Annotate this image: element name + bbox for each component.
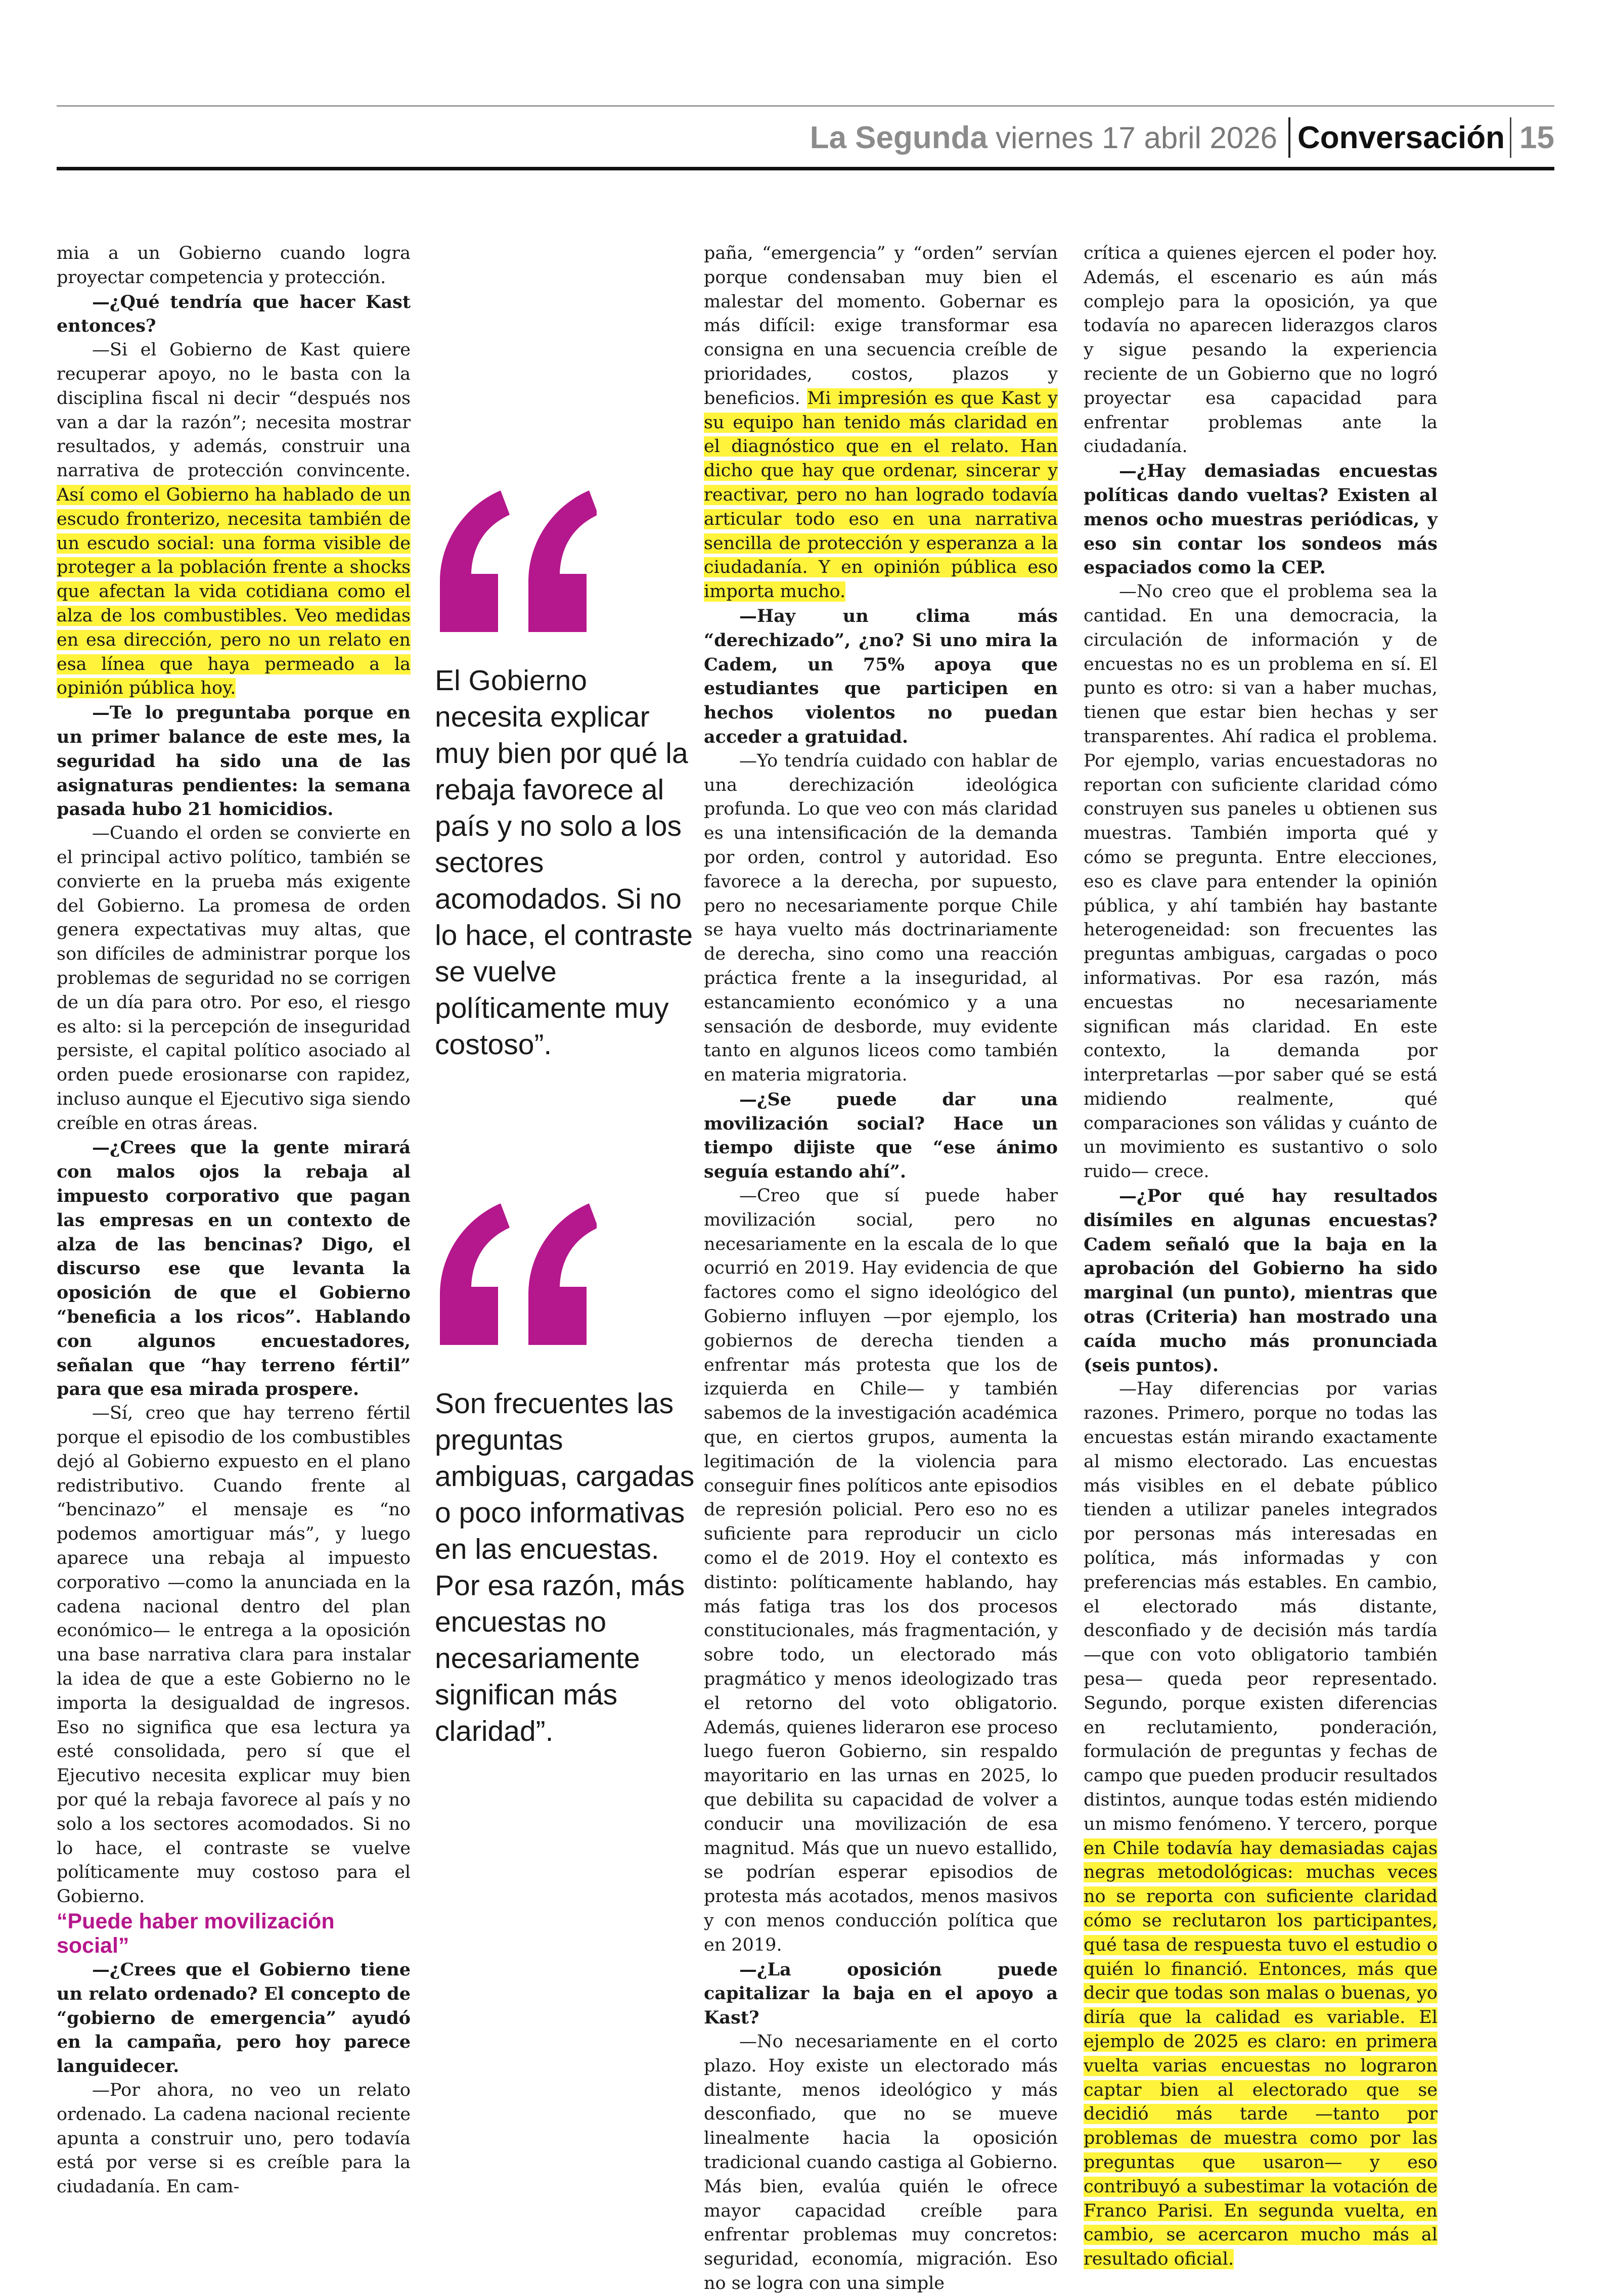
pull-quote-2: [435, 1198, 698, 1749]
quote-mark-icon: [435, 485, 597, 637]
page-header: [57, 112, 1554, 163]
header-separator-2: [1510, 117, 1511, 158]
interview-question: —¿Crees que el Gobierno tiene un relato ordenado? El concepto de “gobierno de emergencia” ayudó en la campaña, pero hoy parece languidecer.: [57, 1959, 411, 2077]
newspaper-name: La Segunda: [810, 120, 988, 155]
pull-quote-text: El Gobierno necesita explicar muy bien por qué la rebaja favorece al país y no solo a los sectores acomodados. Si no lo hace, el contraste se vuelve políticamente muy costoso”.: [435, 664, 693, 1061]
interview-answer: —Sí, creo que hay terreno fértil porque el episodio de los combustibles dejó al Gobierno expuesto en el plano redistributivo. Cuando frente al “bencinazo” el mensaje es “no podemos amortiguar más”, y luego aparece una rebaja al impuesto corporativo —como la anunciada en la cadena nacional dentro del plan económico— le entrega a la oposición una base narrativa clara para instalar la idea de que a este Gobierno no le importa la desigualdad de ingresos. Eso no significa que esa lectura ya esté consolidada, pero sí que el Ejecutivo necesita explicar muy bien por qué la rebaja favorece al país y no solo a los sectores acomodados. Si no lo hace, el contraste se vuelve políticamente muy costoso para el Gobierno.: [57, 1403, 411, 1907]
section-name: Conversación: [1297, 120, 1505, 155]
subheading: “Puede haber movilización social”: [57, 1909, 335, 1958]
column-1: [57, 242, 411, 2199]
answer-text: —Si el Gobierno de Kast quiere recuperar apoyo, no le basta con la disciplina fiscal ni decir “después nos van a dar la razón”; necesita mostrar resultados, y además, construir una narrativa de protección convincente.: [57, 340, 411, 481]
interview-answer: —No creo que el problema sea la cantidad. En una democracia, la circulación de información y de encuestas no es un problema en sí. El punto es otro: si van a haber muchas, tienen que estar bien hechas y ser transparentes. Ahí radica el problema. Por ejemplo, varias encuestadoras no reportan con suficiente claridad cómo construyen sus paneles u obtienen sus muestras. También importa qué y cómo se pregunta. Entre elecciones, eso es clave para entender la opinión pública, y ahí también hay bastante heterogeneidad: son frecuentes las preguntas ambiguas, cargadas o poco informativas. Por esa razón, más encuestas no necesariamente significan más claridad. En este contexto, la demanda por interpretarlas —por saber qué se está midiendo realmente, qué comparaciones son válidas y cuánto de un movimiento es sustantivo o solo ruido— crece.: [1084, 581, 1438, 1182]
interview-question: —Hay un clima más “derechizado”, ¿no? Si uno mira la Cadem, un 75% apoya que estudiantes que participen en hechos violentos no puedan acceder a gratuidad.: [704, 605, 1058, 747]
highlighted-text: Mi impresión es que Kast y su equipo han tenido más claridad en el diagnóstico que en el relato. Han dicho que hay que ordenar, sincerar y reactivar, pero no han logrado todavía articular todo eso en una narrativa sencilla de protección y esperanza a la ciudadanía. Y en opinión pública eso importa mucho.: [704, 388, 1058, 602]
interview-answer: [57, 338, 411, 701]
interview-question: —Te lo preguntaba porque en un primer balance de este mes, la seguridad ha sido una de las asignaturas pendientes: la semana pasada hubo 21 homicidios.: [57, 702, 411, 820]
interview-answer: [1084, 1377, 1438, 2271]
paragraph: mia a un Gobierno cuando logra proyectar competencia y protección.: [57, 243, 411, 288]
interview-question: —¿Hay demasiadas encuestas políticas dando vueltas? Existen al menos ocho muestras periódicas, y eso sin contar los sondeos más espaciados como la CEP.: [1084, 461, 1438, 578]
interview-question: —¿Se puede dar una movilización social? Hace un tiempo dijiste que “ese ánimo seguía estando ahí”.: [704, 1089, 1058, 1183]
answer-text: paña, “emergencia” y “orden” servían porque condensaban muy bien el malestar del momento. Gobernar es más difícil: exige transformar esa consigna en una secuencia creíble de prioridades, costos, plazos y beneficios.: [704, 243, 1058, 409]
pull-quote-1: [435, 485, 698, 1063]
interview-answer: —Por ahora, no veo un relato ordenado. La cadena nacional reciente apunta a construir uno, pero todavía está por verse si es creíble para la ciudadanía. En cam-: [57, 2080, 411, 2197]
highlighted-text: Así como el Gobierno ha hablado de un escudo fronterizo, necesita también de un escudo social: una forma visible de proteger a la población frente a shocks que afectan la vida cotidiana como el alza de los combustibles. Veo medidas en esa dirección, pero no un relato en esa línea que haya permeado a la opinión pública hoy.: [57, 484, 411, 699]
interview-answer: —Cuando el orden se convierte en el principal activo político, también se convierte en la prueba más exigente del Gobierno. La promesa de orden genera expectativas muy altas, que son difíciles de administrar porque los problemas de seguridad no se corrigen de un día para otro. Por eso, el riesgo es alto: si la percepción de inseguridad persiste, el capital político asociado al orden puede erosionarse con rapidez, incluso aunque el Ejecutivo siga siendo creíble en otras áreas.: [57, 823, 411, 1134]
top-rule: [57, 105, 1554, 107]
answer-text: —Hay diferencias por varias razones. Primero, porque no todas las encuestas están mirando exactamente al mismo electorado. Las encuestas más visibles en el debate público tienden a utilizar paneles integrados por personas más interesadas en política, más informadas y con preferencias más estables. En cambio, el electorado más distante, desconfiado y de decisión más tardía —que con voto obligatorio también pesa— queda peor representado. Segundo, porque existen diferencias en reclutamiento, ponderación, formulación de preguntas y fechas de campo que pueden producir resultados distintos, aunque todas estén midiendo un mismo fenómeno. Y tercero, porque: [1084, 1379, 1438, 1834]
interview-answer: —Yo tendría cuidado con hablar de una derechización ideológica profunda. Lo que veo con más claridad es una intensificación de la demanda por orden, control y autoridad. Eso favorece a la derecha, por supuesto, pero no necesariamente porque Chile se haya vuelto más doctrinariamente de derecha, sino como una reacción práctica frente a la inseguridad, al estancamiento económico y a una sensación de desborde, muy evidente tanto en algunos liceos como también en materia migratoria.: [704, 750, 1058, 1086]
highlighted-text: en Chile todavía hay demasiadas cajas negras metodológicas: muchas veces no se reporta con suficiente claridad cómo se reclutaron los participantes, qué tasa de respuesta tuvo el estudio o quién lo financió. Entonces, más que decir que todas son malas o buenas, yo diría que la calidad es variable. El ejemplo de 2025 es claro: en primera vuelta varias encuestas no lograron captar bien al electorado que se decidió más tarde —tanto por problemas de muestra como por las preguntas que usaron— y eso contribuyó a subestimar la votación de Franco Parisi. En segunda vuelta, en cambio, se acercaron mucho más al resultado oficial.: [1084, 1838, 1438, 2270]
column-4: [1084, 242, 1438, 2272]
quote-mark-icon: [435, 1198, 597, 1350]
interview-answer: —No necesariamente en el corto plazo. Hoy existe un electorado más distante, menos ideológico y más desconfiado, que no se mueve linealmente hacia la oposición tradicional cuando castiga al Gobierno. Más bien, evalúa quién le ofrece mayor capacidad creíble para enfrentar problemas muy concretos: seguridad, economía, migración. Eso no se logra con una simple: [704, 2031, 1058, 2293]
issue-date: viernes 17 abril 2026: [995, 120, 1277, 155]
interview-answer: [704, 242, 1058, 604]
interview-question: —¿La oposición puede capitalizar la baja en el apoyo a Kast?: [704, 1959, 1058, 2029]
interview-question: —¿Qué tendría que hacer Kast entonces?: [57, 291, 411, 337]
interview-answer: crítica a quienes ejercen el poder hoy. Además, el escenario es aún más complejo para la oposición, ya que todavía no aparecen liderazgos claros y sigue pesando la experiencia reciente de un Gobierno que no logró proyectar esa capacidad para enfrentar problemas ante la ciudadanía.: [1084, 243, 1438, 457]
header-rule: [57, 167, 1554, 170]
interview-answer: —Creo que sí puede haber movilización social, pero no necesariamente en la escala de lo que ocurrió en 2019. Hay evidencia de que factores como el signo ideológico del Gobierno influyen —por ejemplo, los gobiernos de derecha tienden a enfrentar más protesta que los de izquierda en Chile— y también sabemos de la investigación académica que, en ciertos grupos, aumenta la legitimación de la violencia para conseguir fines políticos ante episodios de represión policial. Pero eso no es suficiente para reproducir un ciclo como el de 2019. Hoy el contexto es distinto: políticamente hablando, hay más fatiga tras los dos procesos constitucionales, más fragmentación, y sobre todo, un electorado más pragmático y menos ideologizado tras el retorno del voto obligatorio. Además, quienes lideraron ese proceso luego fueron Gobierno, sin respaldo mayoritario en las urnas en 2025, lo que debilita su capacidad de volver a conducir una movilización de esa magnitud. Más que un nuevo estallido, se podrían esperar episodios de protesta más acotados, menos masivos y con menos conducción política que en 2019.: [704, 1186, 1058, 1955]
interview-question: —¿Por qué hay resultados disímiles en algunas encuestas? Cadem señaló que la baja en la aprobación del Gobierno ha sido marginal (un punto), mientras que otras (Criteria) han mostrado una caída mucho más pronunciada (seis puntos).: [1084, 1186, 1438, 1376]
column-3: [704, 242, 1058, 2296]
interview-question: —¿Crees que la gente mirará con malos ojos la rebaja al impuesto corporativo que pagan las empresas en un contexto de alza de las bencinas? Digo, el discurso ese que levanta la oposición de que el Gobierno “beneficia a los ricos”. Hablando con algunos encuestadores, señalan que “hay terreno fértil” para que esa mirada prospere.: [57, 1137, 411, 1400]
header-separator: [1288, 117, 1290, 158]
pull-quote-text: Son frecuentes las preguntas ambiguas, cargadas o poco informativas en las encuestas. Por esa razón, más encuestas no necesariamente significan más claridad”.: [435, 1387, 695, 1747]
page-number: 15: [1519, 120, 1554, 155]
